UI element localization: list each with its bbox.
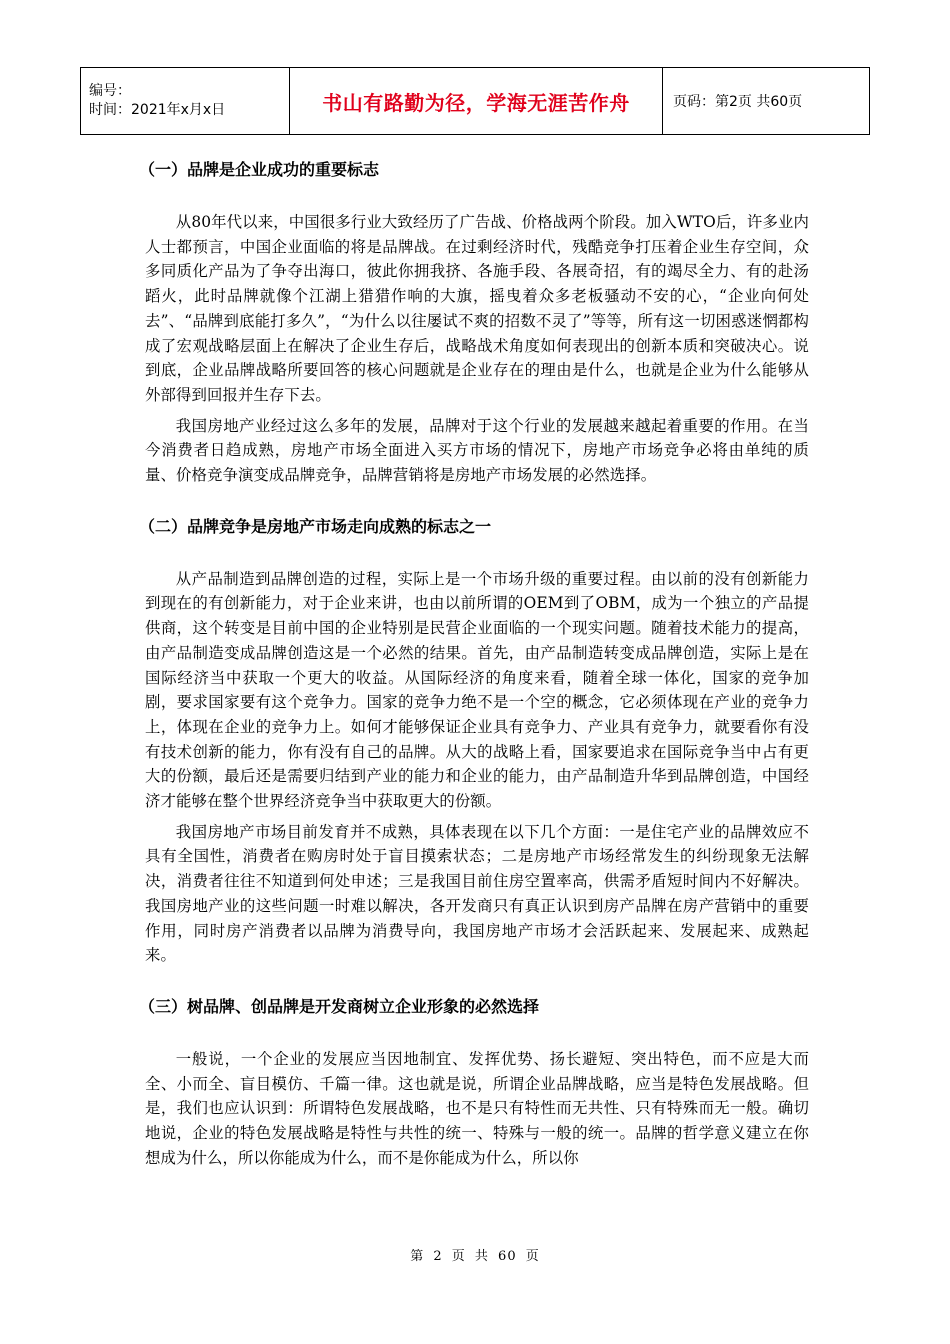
paragraph: 我国房地产业经过这么多年的发展，品牌对于这个行业的发展越来越起着重要的作用。在当今消费者日趋成熟，房地产市场全面进入买方市场的情况下，房地产市场竞争必将由单纯的质量、价格竞争演变成品牌竞争，品牌营销将是房地产市场发展的必然选择。 bbox=[145, 416, 809, 485]
footer-page-number: 第 2 页 共 60 页 bbox=[410, 1249, 540, 1264]
paragraph: 从产品制造到品牌创造的过程，实际上是一个市场升级的重要过程。由以前的没有创新能力到现在的有创新能力，对于企业来讲，也由以前所谓的OEM到了OBM，成为一个独立的产品提供商，这个转变是目前中国的企业特别是民营企业面临的一个现实问题。随着技术能力的提高，由产品制造变成品牌创造这是一个必然的结果。首先，由产品制造转变成品牌创造，实际上是在国际经济当中获取一个更大的收益。从国际经济的角度来看，随着全球一体化，国家的竞争加剧，要求国家要有这个竞争力。国家的竞争力绝不是一个空的概念，它必须体现在产业的竞争力上，体现在企业的竞争力上。如何才能够保证企业具有竞争力、产业具有竞争力，就要看你有没有技术创新的能力，你有没有自己的品牌。从大的战略上看，国家要追求在国际竞争当中占有更大的份额，最后还是需要归结到产业的能力和企业的能力，由产品制造升华到品牌创造，中国经济才能够在整个世界经济竞争当中获取更大的份额。 bbox=[145, 569, 809, 811]
paragraph: 一般说，一个企业的发展应当因地制宜、发挥优势、扬长避短、突出特色，而不应是大而全、小而全、盲目模仿、千篇一律。这也就是说，所谓企业品牌战略，应当是特色发展战略。但是，我们也应认识到：所谓特色发展战略，也不是只有特性而无共性、只有特殊而无一般。确切地说，企业的特色发展战略是特性与共性的统一、特殊与一般的统一。品牌的哲学意义建立在你想成为什么，所以你能成为什么，而不是你能成为什么，所以你 bbox=[145, 1049, 809, 1167]
header-page-info: 页码：第2页 共60页 bbox=[663, 68, 870, 135]
section-title: （一）品牌是企业成功的重要标志 bbox=[139, 160, 380, 179]
document-body bbox=[139, 152, 809, 1171]
header-motto: 书山有路勤为径，学海无涯苦作舟 bbox=[290, 68, 663, 135]
paragraph: 从80年代以来，中国很多行业大致经历了广告战、价格战两个阶段。加入WTO后，许多业内人士都预言，中国企业面临的将是品牌战。在过剩经济时代，残酷竞争打压着企业生存空间，众多同质化产品为了争夺出海口，彼此你拥我挤、各施手段、各展奇招，有的竭尽全力、有的赴汤蹈火，此时品牌就像个江湖上猎猎作响的大旗，摇曳着众多老板骚动不安的心，“企业向何处去”、“品牌到底能打多久”，“为什么以往屡试不爽的招数不灵了”等等，所有这一切困惑迷惘都构成了宏观战略层面上在解决了企业生存后，战略战术角度如何表现出的创新本质和突破决心。说到底，企业品牌战略所要回答的核心问题就是企业存在的理由是什么，也就是企业为什么能够从外部得到回报并生存下去。 bbox=[145, 213, 809, 404]
section-title: （三）树品牌、创品牌是开发商树立企业形象的必然选择 bbox=[139, 996, 540, 1016]
paragraph: 我国房地产市场目前发育并不成熟，具体表现在以下几个方面：一是住宅产业的品牌效应不具有全国性，消费者在购房时处于盲目摸索状态；二是房地产市场经常发生的纠纷现象无法解决，消费者往往不知道到何处申述；三是我国目前住房空置率高，供需矛盾短时间内不好解决。我国房地产业的这些问题一时难以解决，各开发商只有真正认识到房产品牌在房产营销中的重要作用，同时房产消费者以品牌为消费导向，我国房地产市场才会活跃起来、发展起来、成熟起来。 bbox=[145, 822, 809, 965]
document-number-label: 编号： bbox=[89, 83, 131, 99]
header-meta bbox=[81, 68, 290, 135]
section-title: （二）品牌竞争是房地产市场走向成熟的标志之一 bbox=[139, 516, 492, 536]
document-date: 时间：2021年x月x日 bbox=[89, 102, 226, 118]
page-header bbox=[80, 67, 870, 135]
page-footer bbox=[0, 1245, 950, 1264]
